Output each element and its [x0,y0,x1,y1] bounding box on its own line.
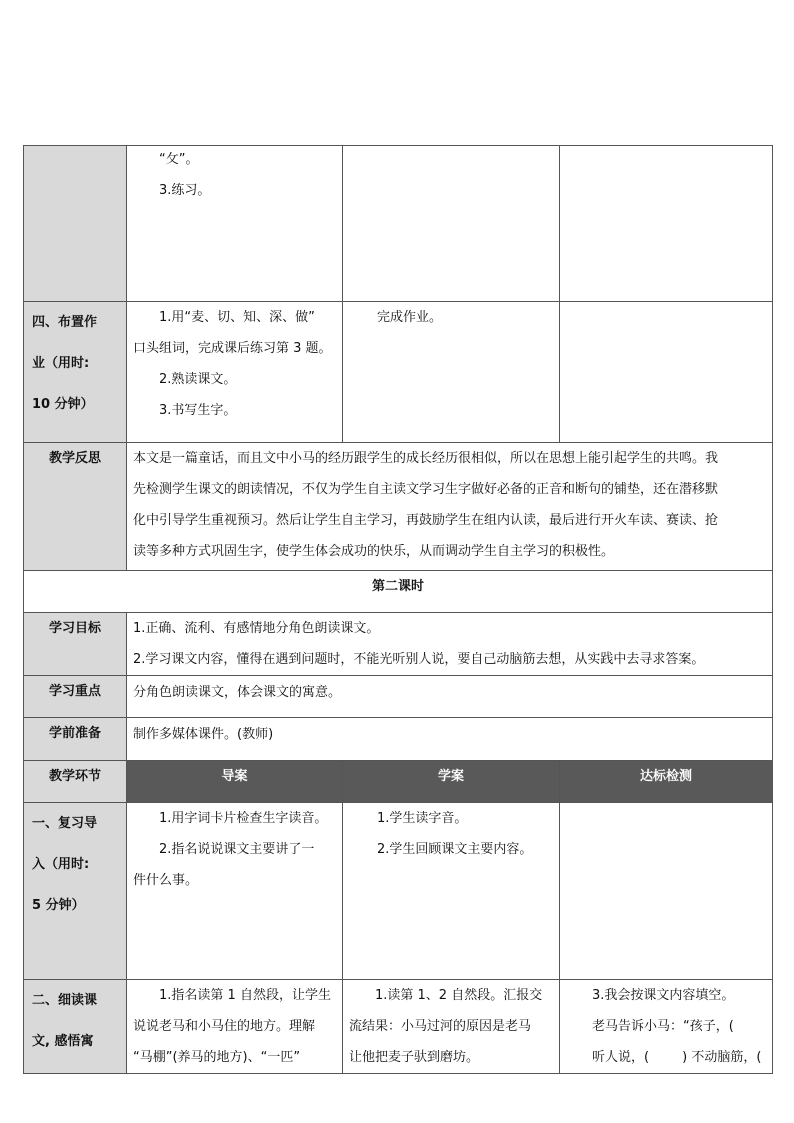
reading-check-cell [560,980,773,1074]
homework-study-cell [343,302,560,443]
continuation-guide-cell [127,146,343,302]
objectives-label: 学习目标 [24,613,127,676]
guide-line: 件什么事。 [133,873,199,888]
homework-check-cell [560,302,773,443]
check-line: 听人说，( ) 不动脑筋，( [592,1050,762,1065]
reflection-label: 教学反思 [24,443,127,571]
header-check: 达标检测 [560,761,773,803]
guide-line: 2.指名说说课文主要讲了一 [159,842,315,857]
study-line: 2.学生回顾课文主要内容。 [377,842,533,857]
label-line: 10 分钟） [32,397,94,412]
review-check-cell [560,803,773,980]
guide-line: 口头组词，完成课后练习第 3 题。 [133,341,332,356]
table-header-row [24,761,773,803]
continuation-check-cell [560,146,773,302]
guide-line: 2.熟读课文。 [159,372,237,387]
guide-line: 3.书写生字。 [159,403,237,418]
objectives-row [24,613,773,676]
check-line: 3.我会按课文内容填空。 [592,988,735,1003]
review-guide-cell [127,803,343,980]
preparation-label: 学前准备 [24,718,127,761]
objective-line: 2.学习课文内容，懂得在遇到问题时，不能光听别人说，要自己动脑筋去想，从实践中去寻求答案。 [133,652,705,667]
guide-line: 1.指名读第 1 自然段，让学生 [159,988,331,1003]
review-row [24,803,773,980]
homework-guide-cell [127,302,343,443]
label-line: 5 分钟） [32,898,85,913]
label-line: 入（用时: [32,857,90,872]
guide-line: “马棚”(养马的地方)、“一匹” [133,1050,301,1065]
study-line: 让他把麦子驮到磨坊。 [349,1050,480,1065]
continuation-stage-cell [24,146,127,302]
study-line: 1.学生读字音。 [377,811,468,826]
study-line: 1.读第 1、2 自然段。汇报交 [375,988,543,1003]
reflection-row [24,443,773,571]
review-stage-label [24,803,127,980]
key-point-text: 分角色朗读课文，体会课文的寓意。 [133,685,342,700]
key-point-label: 学习重点 [24,676,127,718]
reading-study-cell [343,980,560,1074]
key-point-cell [127,676,773,718]
reading-guide-cell [127,980,343,1074]
continuation-study-cell [343,146,560,302]
reflection-line: 化中引导学生重视预习。然后让学生自主学习，再鼓励学生在组内认读，最后进行开火车读、赛读、抢 [133,513,719,528]
reflection-line: 先检测学生课文的朗读情况，不仅为学生自主读文学习生字做好必备的正音和断句的铺垫，还在潜移默 [133,482,719,497]
continuation-row [24,146,773,302]
objectives-cell [127,613,773,676]
reflection-line: 本文是一篇童话，而且文中小马的经历跟学生的成长经历很相似，所以在思想上能引起学生的共鸣。我 [133,451,719,466]
key-point-row [24,676,773,718]
lesson-plan-table [23,145,773,1074]
check-line: 老马告诉小马：“孩子，( [592,1019,734,1034]
header-stage: 教学环节 [24,761,127,803]
guide-line: 1.用“麦、切、知、深、做” [159,310,315,325]
homework-stage-label [24,302,127,443]
preparation-row [24,718,773,761]
section-title: 第二课时 [24,571,773,613]
homework-row [24,302,773,443]
section-title-row [24,571,773,613]
header-study: 学案 [343,761,560,803]
reflection-text [127,443,773,571]
guide-line: “攵”。 [159,152,199,167]
objective-line: 1.正确、流利、有感情地分角色朗读课文。 [133,621,380,636]
header-guide: 导案 [127,761,343,803]
guide-line: 说说老马和小马住的地方。理解 [133,1019,316,1034]
review-study-cell [343,803,560,980]
label-line: 业（用时: [32,356,90,371]
guide-line: 1.用字词卡片检查生字读音。 [159,811,328,826]
label-line: 一、复习导 [32,816,98,831]
study-line: 完成作业。 [377,310,443,325]
label-line: 文, 感悟寓 [32,1034,94,1049]
preparation-text: 制作多媒体课件。(教师) [133,727,274,742]
preparation-cell [127,718,773,761]
study-line: 流结果：小马过河的原因是老马 [349,1019,532,1034]
reading-row [24,980,773,1074]
label-line: 四、布置作 [32,315,98,330]
guide-line: 3.练习。 [159,183,211,198]
label-line: 二、细读课 [32,993,98,1008]
reading-stage-label [24,980,127,1074]
reflection-line: 读等多种方式巩固生字，使学生体会成功的快乐，从而调动学生自主学习的积极性。 [133,544,615,559]
